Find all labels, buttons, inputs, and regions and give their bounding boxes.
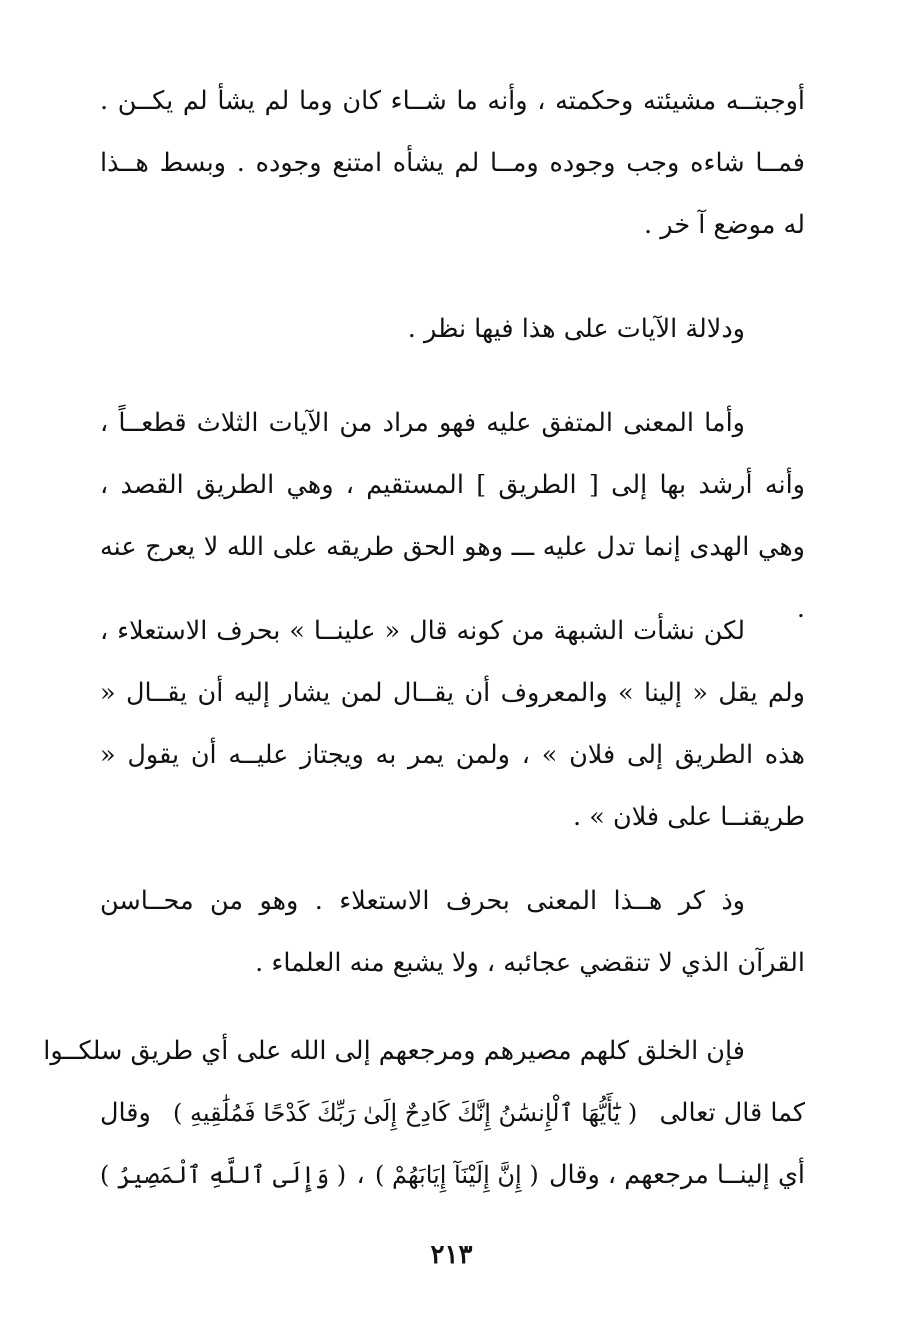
paragraph-6-line-3 xyxy=(100,1144,805,1206)
page-body xyxy=(43,70,805,1286)
quran-verse-3: ( وَإِلَى ٱللَّهِ ٱلْمَصِيرُ ) xyxy=(100,1161,347,1189)
paragraph-5: وذ كر هــذا المعنى بحرف الاستعلاء . وهو من محــاسن القرآن الذي لا تنقضي عجائبه ، ولا يشبع منه العلماء . xyxy=(100,886,805,978)
paragraph-6-line-2 xyxy=(100,1082,805,1144)
paragraph-6-text-1: فإن الخلق كلهم مصيرهم ومرجعهم إلى الله على أي طريق سلكــوا xyxy=(43,1036,745,1066)
paragraph-2: ودلالة الآيات على هذا فيها نظر . xyxy=(407,314,745,344)
connector-text: وقال xyxy=(100,1098,151,1128)
paragraph-3: وأما المعنى المتفق عليه فهو مراد من الآيات الثلاث قطعــاً ، وأنه أرشد بها إلى [ الطريق ] المستقيم ، وهي الطريق القصد ، وهي الهدى إنما تدل عليه ـــ وهو الحق طريقه على الله لا يعرج عنه . xyxy=(100,408,805,624)
separator-comma: ، xyxy=(356,1160,365,1190)
quran-verse-2: ( إِنَّ إِلَيْنَآ إِيَابَهُمْ ) xyxy=(375,1161,539,1189)
quote-intro: كما قال تعالى xyxy=(659,1098,805,1128)
paragraph-6-line-1 xyxy=(43,1020,805,1082)
quran-verse-1: ( يَٰٓأَيُّهَا ٱلْإِنسَٰنُ إِنَّكَ كَادِحٌ إِلَىٰ رَبِّكَ كَدْحًا فَمُلَٰقِيهِ ) xyxy=(173,1099,638,1127)
paragraph-6 xyxy=(43,1020,805,1206)
paragraph-1: أوجبتــه مشيئته وحكمته ، وأنه ما شــاء كان وما لم يشأ لم يكــن . فمــا شاءه وجب وجوده ومــا لم يشأه امتنع وجوده . وبسط هــذا له موضع آ خر . xyxy=(100,86,805,240)
paragraph-4: لكن نشأت الشبهة من كونه قال « علينــا » بحرف الاستعلاء ، ولم يقل « إلينا » والمعروف أن يقــال لمن يشار إليه أن يقــال « هذه الطريق إلى فلان » ، ولمن يمر به ويجتاز عليــه أن يقول « طريقنــا على فلان » . xyxy=(100,616,805,832)
gloss-text: أي إلينــا مرجعهم ، وقال xyxy=(549,1160,805,1190)
page-number: ٢١٣ xyxy=(430,1240,473,1270)
